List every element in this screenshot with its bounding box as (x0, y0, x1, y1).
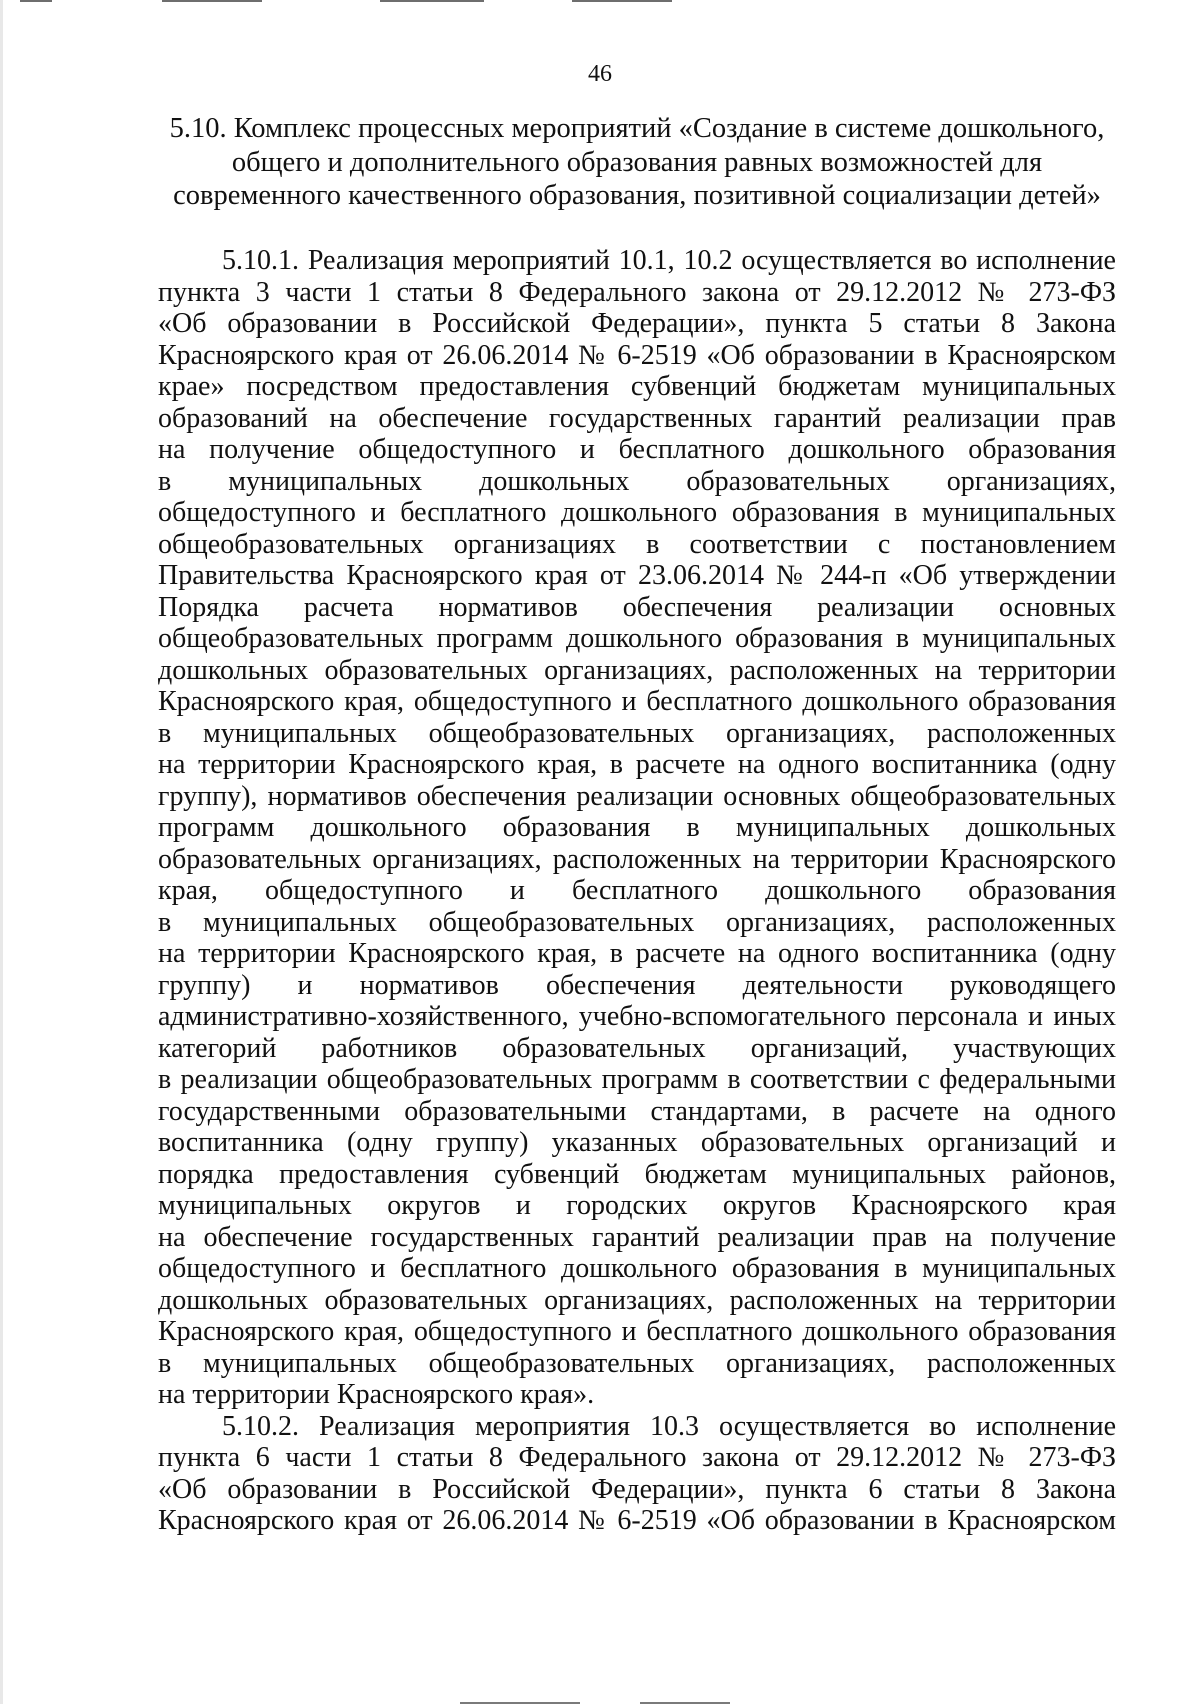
paragraph-line: края, общедоступного и бесплатного дошкольного образования (158, 875, 1116, 906)
heading-line: современного качественного образования, позитивной социализации детей» (173, 180, 1101, 211)
paragraph (158, 1411, 1116, 1537)
paragraph-line: 5.10.2. Реализация мероприятия 10.3 осуществляется во исполнение (222, 1410, 1116, 1442)
paragraph-line: «Об образовании в Российской Федерации», пункта 6 статьи 8 Закона (158, 1473, 1116, 1505)
heading-line: общего и дополнительного образования равных возможностей для (231, 146, 1043, 178)
paragraph-line: на обеспечение государственных гарантий реализации прав на получение (158, 1221, 1116, 1253)
paragraph-line: Красноярского края от 26.06.2014 № 6-2519 «Об образовании в Красноярском (158, 339, 1116, 371)
paragraph-line: в реализации общеобразовательных программ в соответствии с федеральными (158, 1064, 1116, 1095)
heading-line: 5.10. Комплекс процессных мероприятий «Создание в системе дошкольного, (169, 113, 1105, 144)
paragraph-line: Порядка расчета нормативов обеспечения реализации основных (158, 591, 1116, 623)
paragraph-line: программ дошкольного образования в муниципальных дошкольных (158, 812, 1116, 843)
paragraph-line: в муниципальных общеобразовательных организациях, расположенных (158, 717, 1116, 749)
paragraph-line: в муниципальных общеобразовательных организациях, расположенных (158, 1347, 1116, 1379)
scan-artifact-line (162, 0, 262, 2)
paragraph-line: пункта 6 части 1 статьи 8 Федерального закона от 29.12.2012 № 273-ФЗ (158, 1442, 1116, 1473)
paragraph (158, 245, 1116, 1411)
paragraph-line: общеобразовательных программ дошкольного образования в муниципальных (158, 623, 1116, 654)
paragraph-line: образовательных организациях, расположенных на территории Красноярского (158, 843, 1116, 875)
paragraph-line: 5.10.1. Реализация мероприятий 10.1, 10.2 осуществляется во исполнение (222, 245, 1116, 276)
scan-edge-shadow (0, 0, 3, 1704)
paragraph-line: общеобразовательных организациях в соответствии с постановлением (158, 528, 1116, 560)
scan-artifact-line (380, 0, 484, 2)
section-heading (158, 112, 1116, 213)
paragraph-line: на территории Красноярского края, в расчете на одного воспитанника (одну (158, 749, 1116, 780)
paragraph-line: пункта 3 части 1 статьи 8 Федерального закона от 29.12.2012 № 273-ФЗ (158, 276, 1116, 308)
paragraph-line: в муниципальных дошкольных образовательных организациях, (158, 465, 1116, 497)
paragraph-line: группу), нормативов обеспечения реализации основных общеобразовательных (158, 780, 1116, 812)
paragraph-line: «Об образовании в Российской Федерации», пункта 5 статьи 8 Закона (158, 308, 1116, 339)
paragraph-line: порядка предоставления субвенций бюджетам муниципальных районов, (158, 1158, 1116, 1190)
paragraph-line: образований на обеспечение государственных гарантий реализации прав (158, 402, 1116, 434)
paragraph-line: на получение общедоступного и бесплатного дошкольного образования (158, 434, 1116, 465)
paragraph-line: крае» посредством предоставления субвенций бюджетам муниципальных (158, 371, 1116, 402)
paragraph-line: группу) и нормативов обеспечения деятельности руководящего (158, 969, 1116, 1001)
scan-artifact-line (572, 0, 672, 2)
paragraph-line: дошкольных образовательных организациях, расположенных на территории (158, 654, 1116, 686)
paragraph-line: категорий работников образовательных организаций, участвующих (158, 1032, 1116, 1064)
paragraph-line: Правительства Красноярского края от 23.06.2014 № 244-п «Об утверждении (158, 560, 1116, 591)
paragraph-line: на территории Красноярского края». (158, 1379, 595, 1410)
paragraph-line: воспитанника (одну группу) указанных образовательных организаций и (158, 1127, 1116, 1158)
paragraph-line: Красноярского края, общедоступного и бесплатного дошкольного образования (158, 1316, 1116, 1347)
paragraph-line: общедоступного и бесплатного дошкольного образования в муниципальных (158, 1253, 1116, 1284)
paragraph-line: государственными образовательными стандартами, в расчете на одного (158, 1095, 1116, 1127)
document-body (158, 245, 1116, 1537)
paragraph-line: Красноярского края, общедоступного и бесплатного дошкольного образования (158, 686, 1116, 717)
paragraph-line: общедоступного и бесплатного дошкольного образования в муниципальных (158, 497, 1116, 528)
paragraph-line: на территории Красноярского края, в расчете на одного воспитанника (одну (158, 938, 1116, 969)
paragraph-line: в муниципальных общеобразовательных организациях, расположенных (158, 906, 1116, 938)
paragraph-line: муниципальных округов и городских округов Красноярского края (158, 1190, 1116, 1221)
scan-artifact-line (20, 0, 52, 2)
paragraph-line: административно-хозяйственного, учебно-вспомогательного персонала и иных (158, 1001, 1116, 1032)
page-number: 46 (588, 61, 612, 87)
paragraph-line: Красноярского края от 26.06.2014 № 6-2519 «Об образовании в Красноярском (158, 1505, 1116, 1536)
paragraph-line: дошкольных образовательных организациях, расположенных на территории (158, 1284, 1116, 1316)
